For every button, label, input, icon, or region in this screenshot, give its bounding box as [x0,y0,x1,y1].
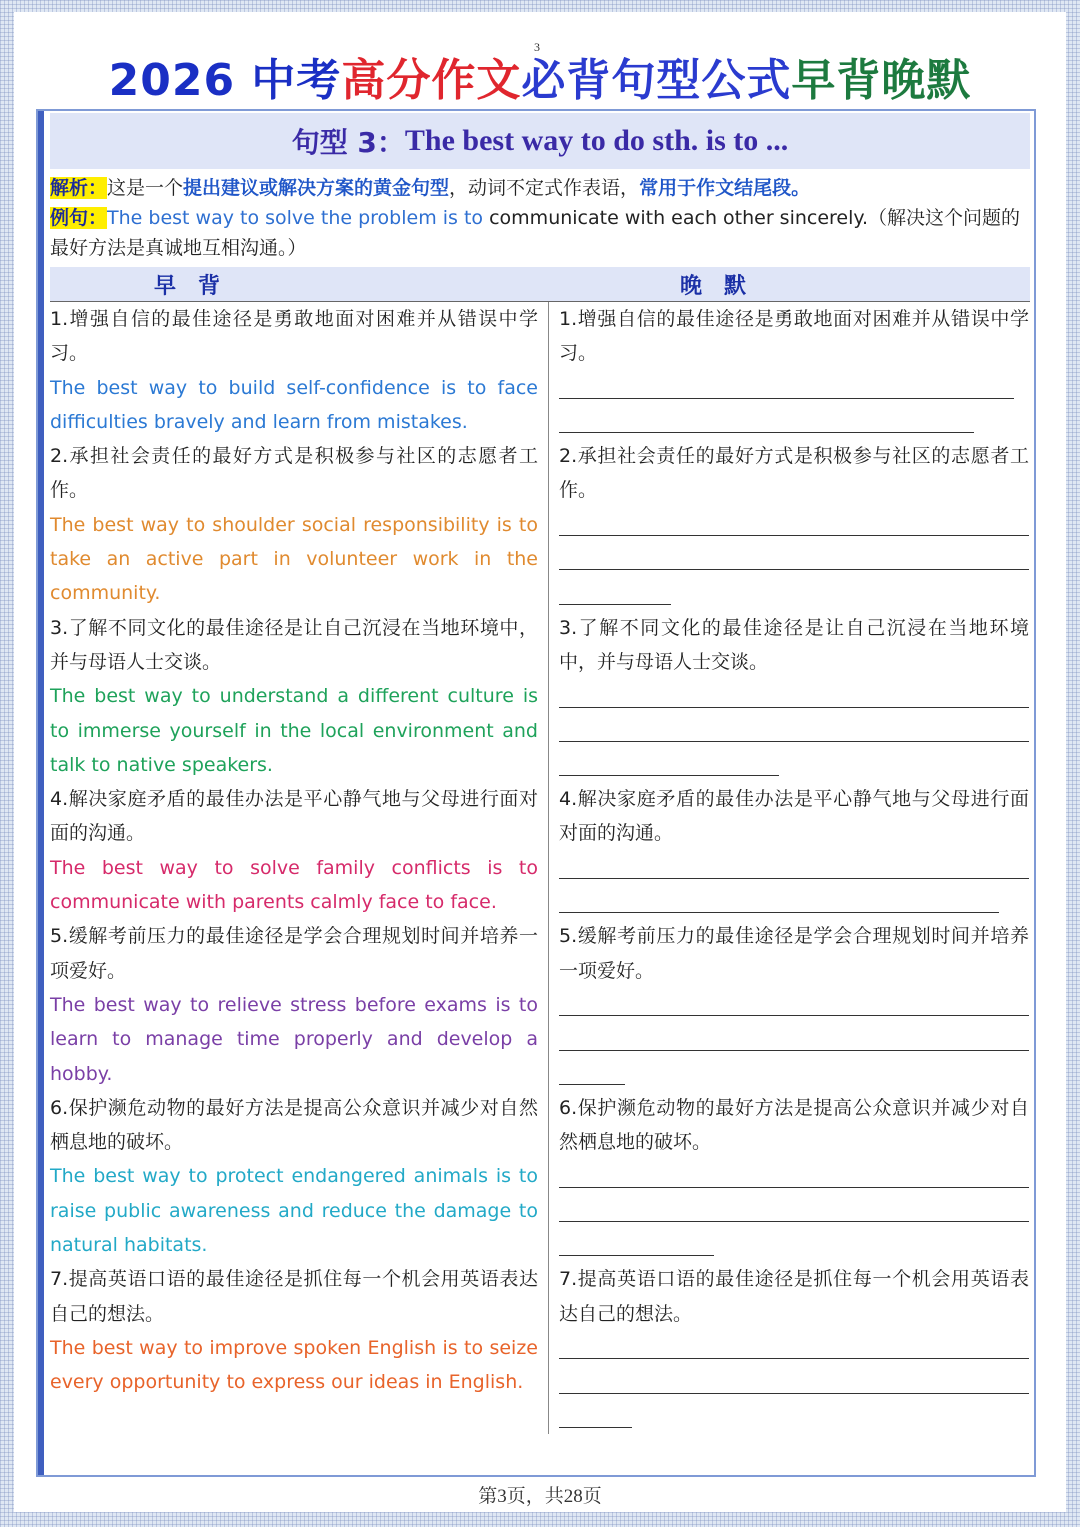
example-label: 例句： [50,207,108,229]
list-item [50,611,538,782]
answer-line[interactable] [559,1194,1029,1228]
answer-line[interactable] [559,1159,1029,1193]
answer-line[interactable] [559,542,1029,576]
title-part-2: 高分作文 [341,55,522,106]
example-text-2: communicate with each other sincerely.（解决这个问题的最好方法是真诚地互相沟通。） [50,207,1020,259]
list-item [559,919,1029,1090]
list-item [559,302,1029,439]
list-item [559,782,1029,919]
entry-chinese: 6.保护濒危动物的最好方法是提高公众意识并减少对自然栖息地的破坏。 [50,1096,538,1154]
entry-chinese: 3.了解不同文化的最佳途径是让自己沉浸在当地环境中，并与母语人士交谈。 [559,616,1029,673]
answer-line[interactable] [559,679,1029,713]
page-number-mark: 3 [534,40,540,54]
list-item [50,439,538,610]
entry-chinese: 3.了解不同文化的最佳途径是让自己沉浸在当地环境中，并与母语人士交谈。 [50,616,538,673]
answer-line[interactable] [559,508,1029,542]
list-item [50,302,538,439]
answer-line[interactable] [559,1365,1029,1399]
entry-chinese: 7.提高英语口语的最佳途径是抓住每一个机会用英语表达自己的想法。 [50,1268,538,1325]
answer-line[interactable] [559,988,1029,1022]
analysis-text-2: 提出建议或解决方案的黄金句型 [183,177,450,199]
columns-header [50,267,1030,301]
entry-chinese: 4.解决家庭矛盾的最佳办法是平心静气地与父母进行面对面的沟通。 [559,788,1029,845]
entry-chinese: 2.承担社会责任的最好方式是积极参与社区的志愿者工作。 [559,445,1029,502]
entry-chinese: 5.缓解考前压力的最佳途径是学会合理规划时间并培养一项爱好。 [50,925,538,982]
analysis-block [50,173,1030,263]
entry-chinese: 1.增强自信的最佳途径是勇敢地面对困难并从错误中学习。 [50,308,538,365]
column-recite [50,302,548,1434]
entry-english: The best way to solve family conflicts is to communicate with parents calmly face to face. [50,856,538,914]
analysis-text-4: 常用于作文结尾段。 [639,177,811,199]
page-footer: 第3页，共28页 [478,1486,602,1507]
list-item [50,1262,538,1399]
title-part-3: 必背句型公式 [521,55,792,106]
pattern-label: 句型 3： [291,126,405,159]
entry-english: The best way to relieve stress before exams is to learn to manage time properly and develop a hobby. [50,993,538,1085]
title-part-4: 早背晚默 [791,55,972,106]
answer-line[interactable] [559,1400,1029,1434]
analysis-text-3: ，动词不定式作表语， [449,177,640,199]
answer-line[interactable] [559,371,1029,405]
example-text-1: The best way to solve the problem is to [107,207,484,229]
answer-line[interactable] [559,1057,1029,1091]
example-line [50,203,1030,263]
answer-line[interactable] [559,885,1029,919]
list-item [559,1091,1029,1262]
answer-line[interactable] [559,1022,1029,1056]
entry-chinese: 6.保护濒危动物的最好方法是提高公众意识并减少对自然栖息地的破坏。 [559,1096,1029,1154]
list-item [50,919,538,1090]
entry-chinese: 4.解决家庭矛盾的最佳办法是平心静气地与父母进行面对面的沟通。 [50,788,538,845]
list-item [50,782,538,919]
entry-english: The best way to build self-confidence is to face difficulties bravely and learn from mistakes. [50,376,538,433]
analysis-text-1: 这是一个 [107,177,184,199]
answer-line[interactable] [559,1228,1029,1262]
list-item [559,1262,1029,1433]
entry-chinese: 5.缓解考前压力的最佳途径是学会合理规划时间并培养一项爱好。 [559,925,1029,982]
answer-line[interactable] [559,714,1029,748]
columns [50,301,1030,1434]
title-part-1: 2026 中考 [108,55,342,106]
list-item [559,611,1029,782]
answer-line[interactable] [559,576,1029,610]
analysis-line [50,173,1030,203]
answer-line[interactable] [559,851,1029,885]
answer-line[interactable] [559,748,1029,782]
entry-chinese: 1.增强自信的最佳途径是勇敢地面对困难并从错误中学习。 [559,308,1029,365]
entry-chinese: 7.提高英语口语的最佳途径是抓住每一个机会用英语表达自己的想法。 [559,1268,1029,1325]
content-area [50,113,1030,1434]
column-header-right: 晚默 [680,273,769,299]
answer-line[interactable] [559,1331,1029,1365]
entry-english: The best way to improve spoken English is to seize every opportunity to express our ideas in English. [50,1336,538,1394]
entry-english: The best way to protect endangered animals is to raise public awareness and reduce the damage to natural habitats. [50,1165,538,1257]
analysis-label: 解析： [50,177,108,199]
pattern-text: The best way to do sth. is to ... [404,124,789,157]
main-title [0,44,1080,108]
entry-chinese: 2.承担社会责任的最好方式是积极参与社区的志愿者工作。 [50,445,538,502]
answer-line[interactable] [559,405,1029,439]
column-dictation [548,302,1029,1434]
list-item [50,1091,538,1262]
entry-english: The best way to understand a different culture is to immerse yourself in the local environment and talk to native speakers. [50,685,538,776]
column-header-left: 早背 [154,273,243,299]
entry-english: The best way to shoulder social responsibility is to take an active part in volunteer work in the community. [50,513,538,605]
list-item [559,439,1029,610]
pattern-heading [50,113,1030,169]
